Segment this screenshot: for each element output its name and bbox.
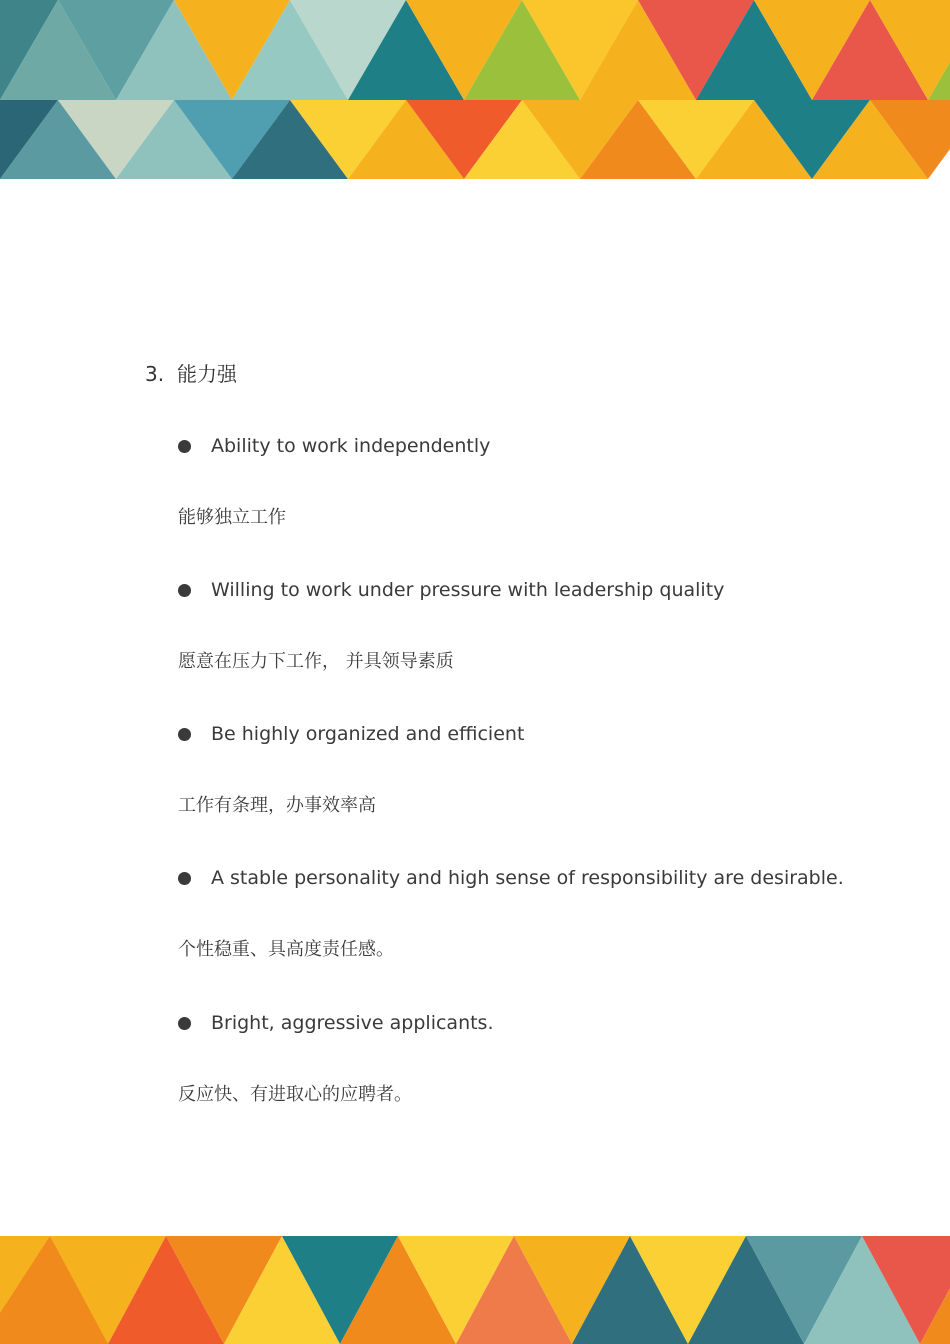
- list-item: [178, 864, 878, 960]
- bullet-line: [178, 720, 878, 748]
- section-number: 3.: [145, 362, 165, 386]
- bullet-dot-icon: [178, 728, 191, 741]
- item-english-text: Ability to work independently: [211, 435, 491, 457]
- item-chinese-text: 反应快、有进取心的应聘者。: [178, 1084, 412, 1105]
- list-item: [178, 432, 878, 528]
- section-title: 能力强: [177, 362, 237, 386]
- item-english-text: A stable personality and high sense of responsibility are desirable.: [211, 867, 844, 889]
- bullet-line: [178, 1009, 878, 1037]
- triangle-pattern-top: [0, 0, 950, 179]
- item-chinese-text: 工作有条理，办事效率高: [178, 795, 376, 816]
- bullet-dot-icon: [178, 440, 191, 453]
- item-chinese-text: 愿意在压力下工作， 并具领导素质: [178, 651, 454, 672]
- bullet-line: [178, 576, 878, 604]
- item-english-text: Willing to work under pressure with leadership quality: [211, 579, 725, 601]
- item-english-text: Be highly organized and efficient: [211, 723, 525, 745]
- bullet-dot-icon: [178, 1017, 191, 1030]
- bullet-dot-icon: [178, 872, 191, 885]
- bullet-dot-icon: [178, 584, 191, 597]
- list-item: [178, 720, 878, 816]
- item-chinese-text: 能够独立工作: [178, 507, 286, 528]
- item-english-text: Bright, aggressive applicants.: [211, 1012, 494, 1034]
- top-decorative-banner: [0, 0, 950, 179]
- bottom-decorative-banner: [0, 1236, 950, 1344]
- item-chinese-text: 个性稳重、具高度责任感。: [178, 939, 394, 960]
- section-heading: [145, 360, 237, 388]
- triangle-pattern-bottom: [0, 1236, 950, 1344]
- bullet-line: [178, 864, 878, 892]
- list-item: [178, 1009, 878, 1105]
- list-item: [178, 576, 878, 672]
- bullet-line: [178, 432, 878, 460]
